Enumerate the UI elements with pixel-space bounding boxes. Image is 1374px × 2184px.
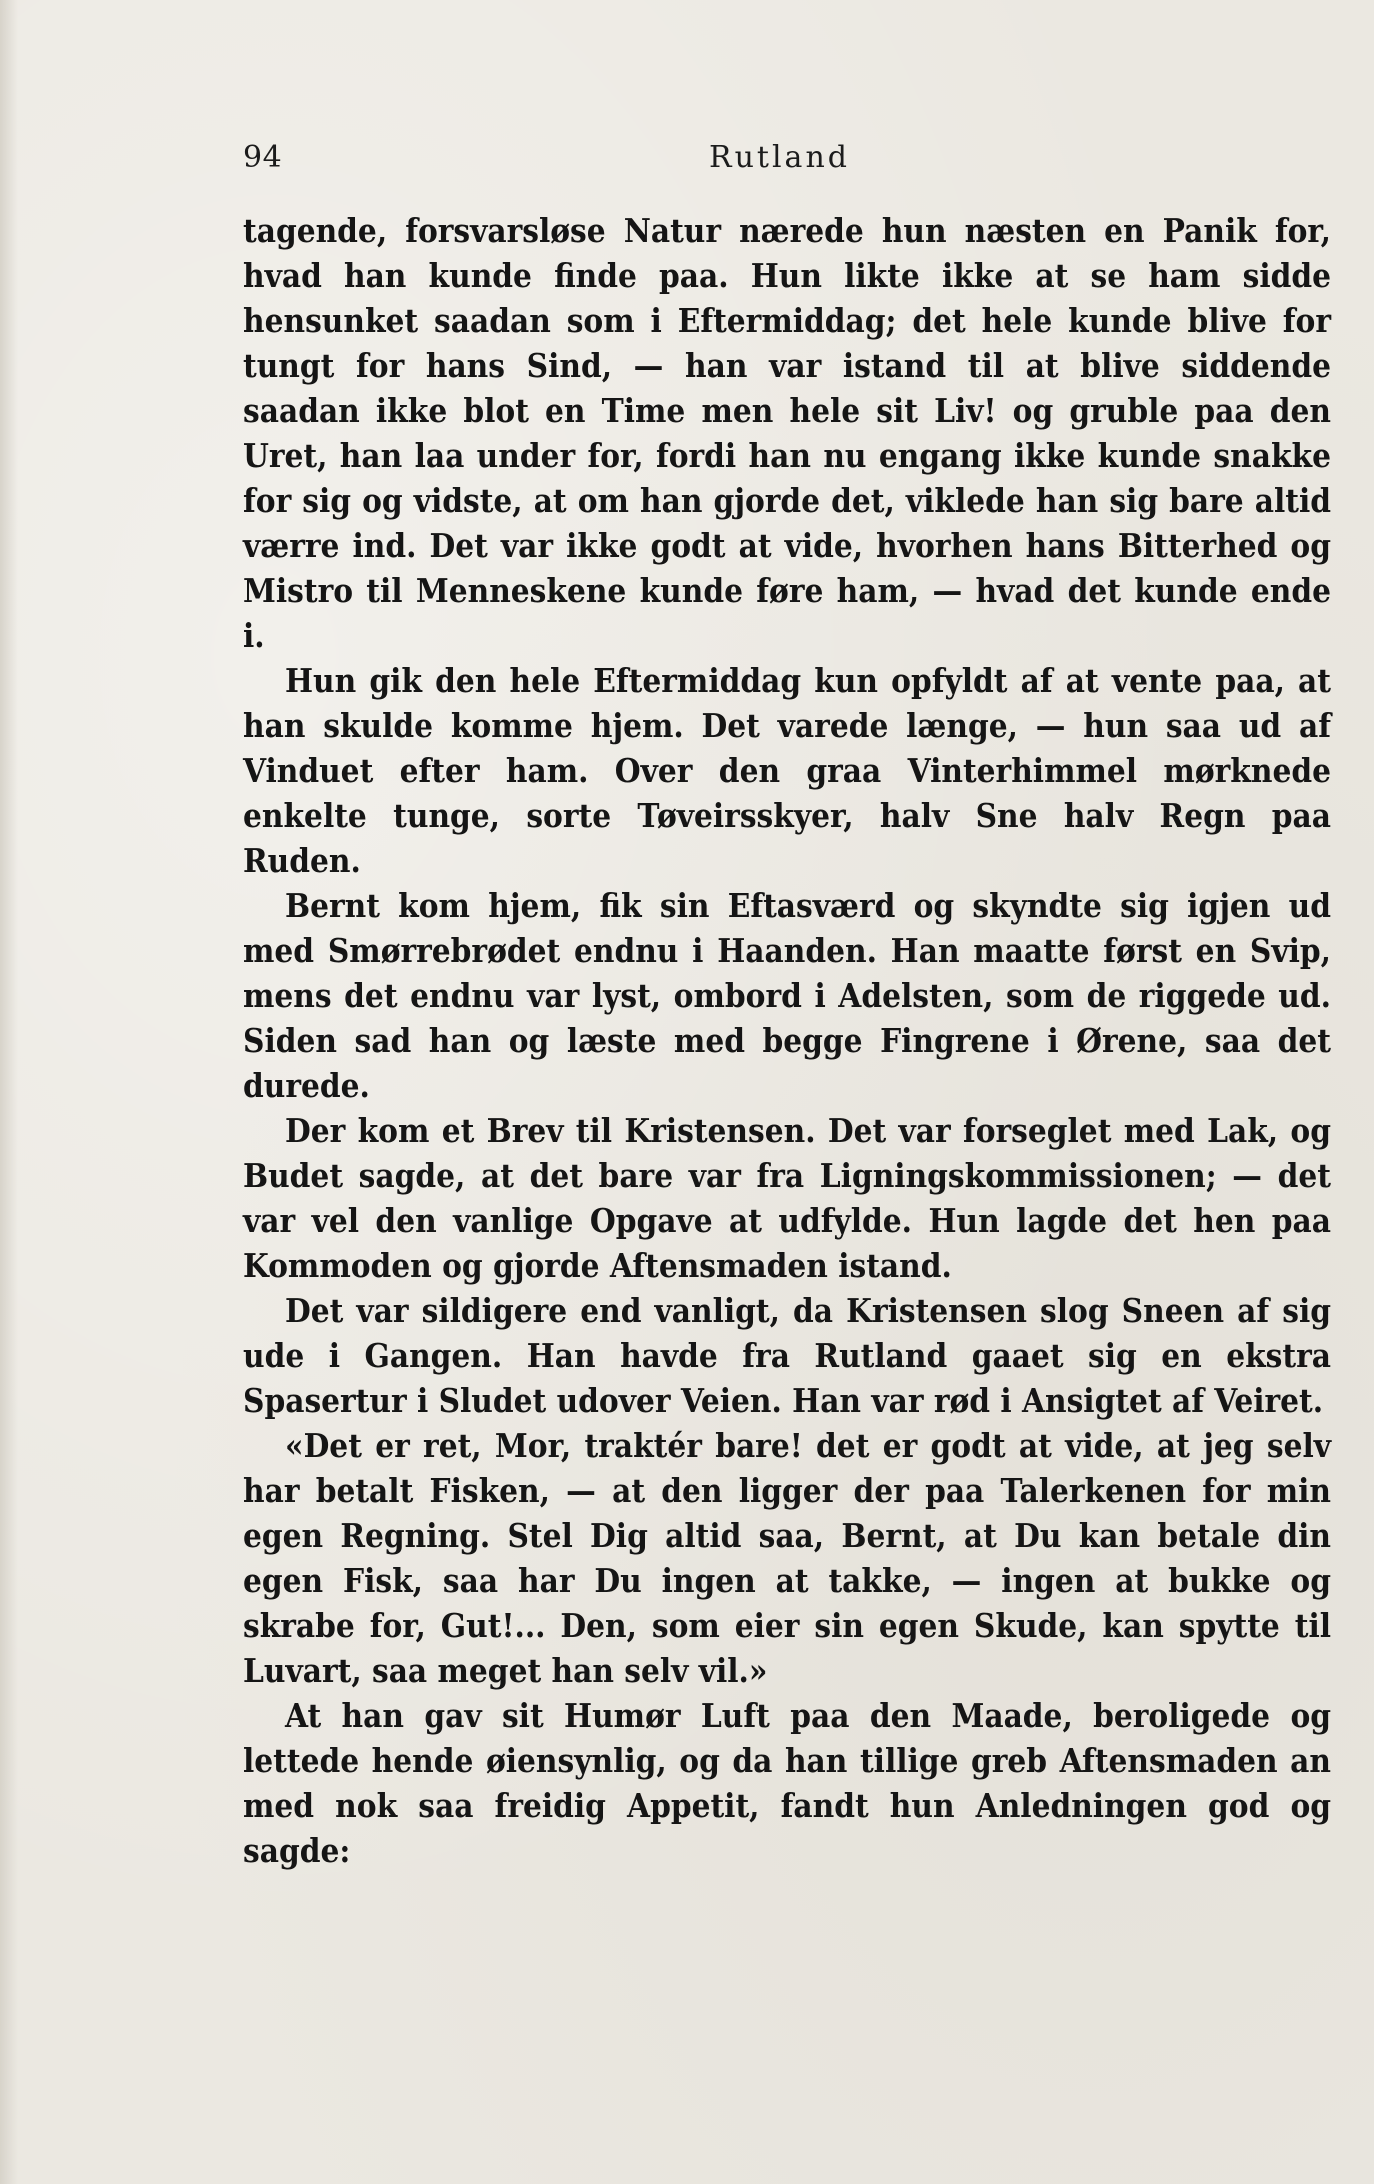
paragraph: Der kom et Brev til Kristensen. Det var forseglet med Lak, og Budet sagde, at det bare var fra Ligningskommissionen; — det var vel den vanlige Opgave at udfylde. Hun lagde det hen paa Kommoden og gjorde Aftensmaden istand. (243, 1111, 1331, 1285)
running-head: Rutland (709, 140, 850, 175)
page-number: 94 (243, 140, 283, 175)
page-edge-shadow (0, 0, 18, 2184)
paragraph: Bernt kom hjem, fik sin Eftasværd og skyndte sig igjen ud med Smørrebrødet endnu i Haanden. Han maatte først en Svip, mens det endnu var lyst, ombord i Adelsten, som de riggede ud. Siden sad han og læste med begge Fingrene i Ørene, saa det durede. (243, 886, 1331, 1105)
paragraph: Det var sildigere end vanligt, da Kristensen slog Sneen af sig ude i Gangen. Han havde fra Rutland gaaet sig en ekstra Spasertur i Sludet udover Veien. Han var rød i Ansigtet af Veiret. (243, 1291, 1331, 1420)
paragraph: At han gav sit Humør Luft paa den Maade, beroligede og lettede hende øiensynlig, og da han tillige greb Aftensmaden an med nok saa freidig Appetit, fandt hun Anledningen god og sagde: (243, 1696, 1331, 1870)
body-text (243, 208, 1331, 1873)
paragraph: Hun gik den hele Eftermiddag kun opfyldt af at vente paa, at han skulde komme hjem. Det varede længe, — hun saa ud af Vinduet efter ham. Over den graa Vinterhimmel mørknede enkelte tunge, sorte Tøveirsskyer, halv Sne halv Regn paa Ruden. (243, 661, 1331, 880)
paragraph-continued: tagende, forsvarsløse Natur nærede hun næsten en Panik for, hvad han kunde finde paa. Hun likte ikke at se ham sidde hensunket saadan som i Eftermiddag; det hele kunde blive for tungt for hans Sind, — han var istand til at blive siddende saadan ikke blot en Time men hele sit Liv! og gruble paa den Uret, han laa under for, fordi han nu engang ikke kunde snakke for sig og vidste, at om han gjorde det, viklede han sig bare altid værre ind. Det var ikke godt at vide, hvorhen hans Bitterhed og Mistro til Menneskene kunde føre ham, — hvad det kunde ende i. (243, 211, 1331, 655)
page-header (243, 140, 1331, 186)
paragraph-dialogue: «Det er ret, Mor, traktér bare! det er godt at vide, at jeg selv har betalt Fisken, — at den ligger der paa Talerkenen for min egen Regning. Stel Dig altid saa, Bernt, at Du kan betale din egen Fisk, saa har Du ingen at takke, — ingen at bukke og skrabe for, Gut!... Den, som eier sin egen Skude, kan spytte til Luvart, saa meget han selv vil.» (243, 1426, 1331, 1690)
